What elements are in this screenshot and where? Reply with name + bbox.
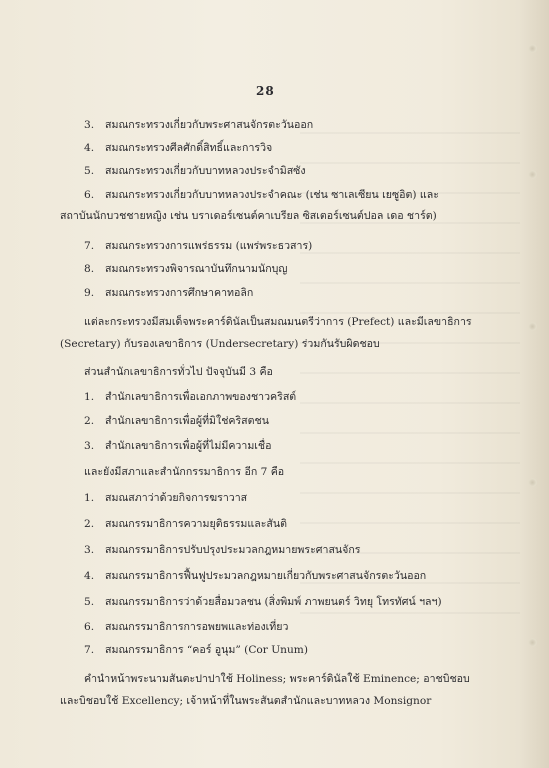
- list-item-text: สมณสภาว่าด้วยกิจการฆราวาส: [105, 492, 248, 504]
- list-item-number: 2.: [84, 415, 95, 427]
- list-item-text: สมณกระทรวงการแพร่ธรรม (แพร่พระธวสาร): [105, 240, 313, 252]
- list-item: [84, 517, 287, 531]
- list-item: [84, 118, 313, 132]
- list-item: [84, 595, 442, 609]
- paragraph-line: แต่ละกระทรวงมีสมเด็จพระคาร์ดินัลเป็นสมณมนตรีว่าการ (Prefect) และมีเลขาธิการ: [84, 316, 472, 328]
- list-item: [84, 439, 271, 453]
- list-item-text: สมณกรรมาธิการปรับปรุงประมวลกฎหมายพระศาสนจักร: [105, 544, 361, 556]
- list-item-number: 6.: [84, 621, 95, 633]
- list-item: [84, 239, 312, 253]
- binding-hole: [528, 478, 537, 487]
- binding-hole: [528, 322, 537, 331]
- list-item: [84, 286, 253, 300]
- list-item-number: 9.: [84, 287, 95, 299]
- list-item: [84, 620, 288, 634]
- list-item-text: สมณกระทรวงเกี่ยวกับบาทหลวงประจำคณะ (เช่น ซาเลเซียน เยซูอิต) และ: [105, 189, 439, 201]
- list-item-text: สมณกระทรวงพิจารณาบันทึกนามนักบุญ: [105, 263, 288, 275]
- list-item-text: สำนักเลขาธิการเพื่อเอกภาพของชาวคริสต์: [105, 391, 297, 403]
- list-item-number: 7.: [84, 240, 95, 252]
- list-item-number: 4.: [84, 570, 95, 582]
- page-number: 28: [256, 84, 275, 98]
- list-item-text: สำนักเลขาธิการเพื่อผู้ที่ไม่มีความเชื่อ: [105, 440, 272, 452]
- list-item: [84, 569, 426, 583]
- paragraph-line: และบิชอบใช้ Excellency; เจ้าหน้าที่ในพระสันตสำนักและบาทหลวง Monsignor: [60, 695, 432, 707]
- list-item-text: สมณกรรมาธิการการอพยพและท่องเที่ยว: [105, 621, 289, 633]
- list-item-text: สมณกระทรวงเกี่ยวกับบาทหลวงประจำมิสซัง: [105, 165, 306, 177]
- list-item: [84, 262, 287, 276]
- list-item-number: 8.: [84, 263, 95, 275]
- list-item-number: 7.: [84, 644, 95, 656]
- list-item-text: สมณกรรมาธิการฟื้นฟูประมวลกฎหมายเกี่ยวกับพระศาสนจักรตะวันออก: [105, 570, 427, 582]
- section-intro: และยังมีสภาและสำนักกรรมาธิการ อีก 7 คือ: [84, 466, 285, 478]
- list-item-number: 1.: [84, 492, 95, 504]
- list-item-number: 5.: [84, 165, 95, 177]
- list-item-text: สมณกระทรวงเกี่ยวกับพระศาสนจักรตะวันออก: [105, 119, 314, 131]
- list-item-text: สมณกรรมาธิการความยุติธรรมและสันติ: [105, 518, 288, 530]
- list-item: [84, 141, 272, 155]
- binding-hole: [528, 170, 537, 179]
- list-item: [84, 491, 247, 505]
- list-item-text: สำนักเลขาธิการเพื่อผู้ที่มิใช่คริสตชน: [105, 415, 269, 427]
- binding-hole: [528, 638, 537, 647]
- list-item: [84, 390, 296, 404]
- list-item: [84, 543, 360, 557]
- list-item: [84, 414, 269, 428]
- list-item-text: สมณกระทรวงการศึกษาคาทอลิก: [105, 287, 254, 299]
- list-item-number: 3.: [84, 544, 95, 556]
- paragraph-line: คำนำหน้าพระนามสันตะปาปาใช้ Holiness; พระคาร์ดินัลใช้ Eminence; อาชบิชอบ: [84, 673, 470, 685]
- binding-hole: [528, 44, 537, 53]
- list-item-continuation: สถาบันนักบวชชายหญิง เช่น บราเดอร์เซนต์คาเบรียล ซิสเตอร์เซนต์ปอล เดอ ชาร์ต): [60, 210, 437, 222]
- section-intro: ส่วนสำนักเลขาธิการทั่วไป ปัจจุบันมี 3 คือ: [84, 366, 273, 378]
- page-edge-shadow: [519, 0, 549, 768]
- list-item: [84, 643, 308, 657]
- list-item: [84, 188, 439, 202]
- list-item-number: 2.: [84, 518, 95, 530]
- list-item-number: 4.: [84, 142, 95, 154]
- list-item-number: 1.: [84, 391, 95, 403]
- list-item: [84, 164, 306, 178]
- list-item-number: 5.: [84, 596, 95, 608]
- list-item-number: 3.: [84, 440, 95, 452]
- list-item-text: สมณกรรมาธิการว่าด้วยสื่อมวลชน (สิ่งพิมพ์ ภาพยนตร์ วิทยุ โทรทัศน์ ฯลฯ): [105, 596, 442, 608]
- list-item-text: สมณกรรมาธิการ “คอร์ อูนุม” (Cor Unum): [105, 644, 308, 656]
- list-item-number: 6.: [84, 189, 95, 201]
- list-item-number: 3.: [84, 119, 95, 131]
- list-item-text: สมณกระทรวงศีลศักดิ์สิทธิ์และการวิจ: [105, 142, 273, 154]
- paragraph-line: (Secretary) กับรองเลขาธิการ (Undersecretary) ร่วมกันรับผิดชอบ: [60, 338, 380, 350]
